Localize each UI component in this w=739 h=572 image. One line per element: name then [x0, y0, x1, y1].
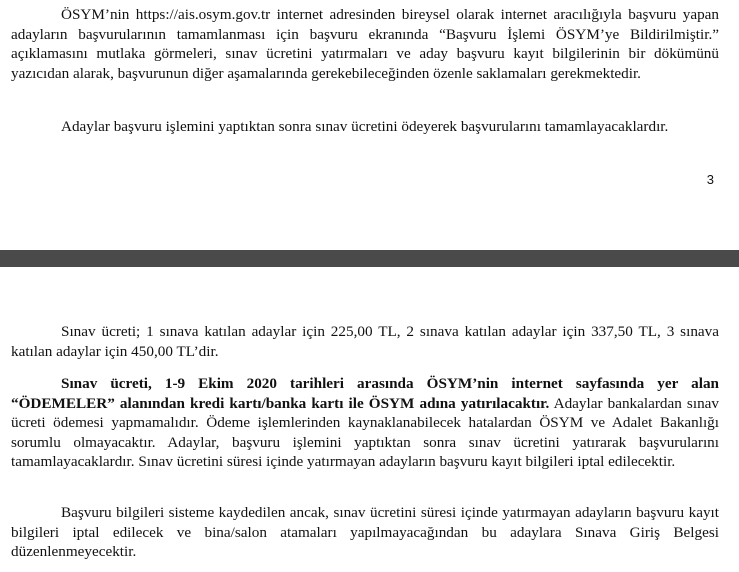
page-separator — [0, 250, 739, 267]
paragraph-application-completion: ÖSYM’nin https://ais.osym.gov.tr internet adresinden bireysel olarak internet aracılığıyla başvuru yapan adayların başvurularının tamamlanması için başvuru ekranında “Başvuru İşlemi ÖSYM’ye Bildirilmiştir.” açıklamasını mutlaka görmeleri, sınav ücretini yatırmaları ve aday başvuru kayıt bilgilerinin bir dökümünü yazıcıdan alarak, başvurunun diğer aşamalarında gerekebileceğinden özenle saklamaları gerekmektedir. — [11, 6, 719, 82]
payment-instructions-bold: Sınav ücreti, 1-9 Ekim 2020 tarihleri arasında ÖSYM’nin internet sayfasında yer alan “ÖDEMELER” alanından kredi kartı/banka kartı ile ÖSYM adına yatırılacaktır. — [11, 375, 719, 412]
payment-instructions-text: Adaylar bankalardan sınav ücreti ödemesi yapmamalıdır. Ödeme işlemlerinden kaynaklanabilecek hatalardan ÖSYM ve Adalet Bakanlığı sorumlu olmayacaktır. Adaylar, başvuru işlemini yaptıktan sonra sınav ücretini yatırarak başvurularını tamamlayacaklardır. Sınav ücretini süresi içinde yatırmayan adayların başvuru kayıt bilgileri iptal edilecektir. — [11, 394, 719, 470]
paragraph-payment-instructions — [11, 374, 719, 472]
paragraph-registration-cancellation: Başvuru bilgileri sisteme kaydedilen ancak, sınav ücretini süresi içinde yatırmayan adayların başvuru kayıt bilgileri iptal edilecek ve bina/salon atamaları yapılmayacağından bu adaylara Sınava Giriş Belgesi düzenlenmeyecektir. — [11, 504, 719, 560]
paragraph-payment-completion: Adaylar başvuru işlemini yaptıktan sonra sınav ücretini ödeyerek başvurularını tamamlayacaklardır. — [61, 118, 669, 135]
document-page-bottom — [0, 267, 739, 572]
paragraph-exam-fee: Sınav ücreti; 1 sınava katılan adaylar için 225,00 TL, 2 sınava katılan adaylar için 337,50 TL, 3 sınava katılan adaylar için 450,00 TL’dir. — [11, 323, 719, 360]
page-number: 3 — [706, 172, 714, 187]
document-page-top — [0, 0, 739, 250]
